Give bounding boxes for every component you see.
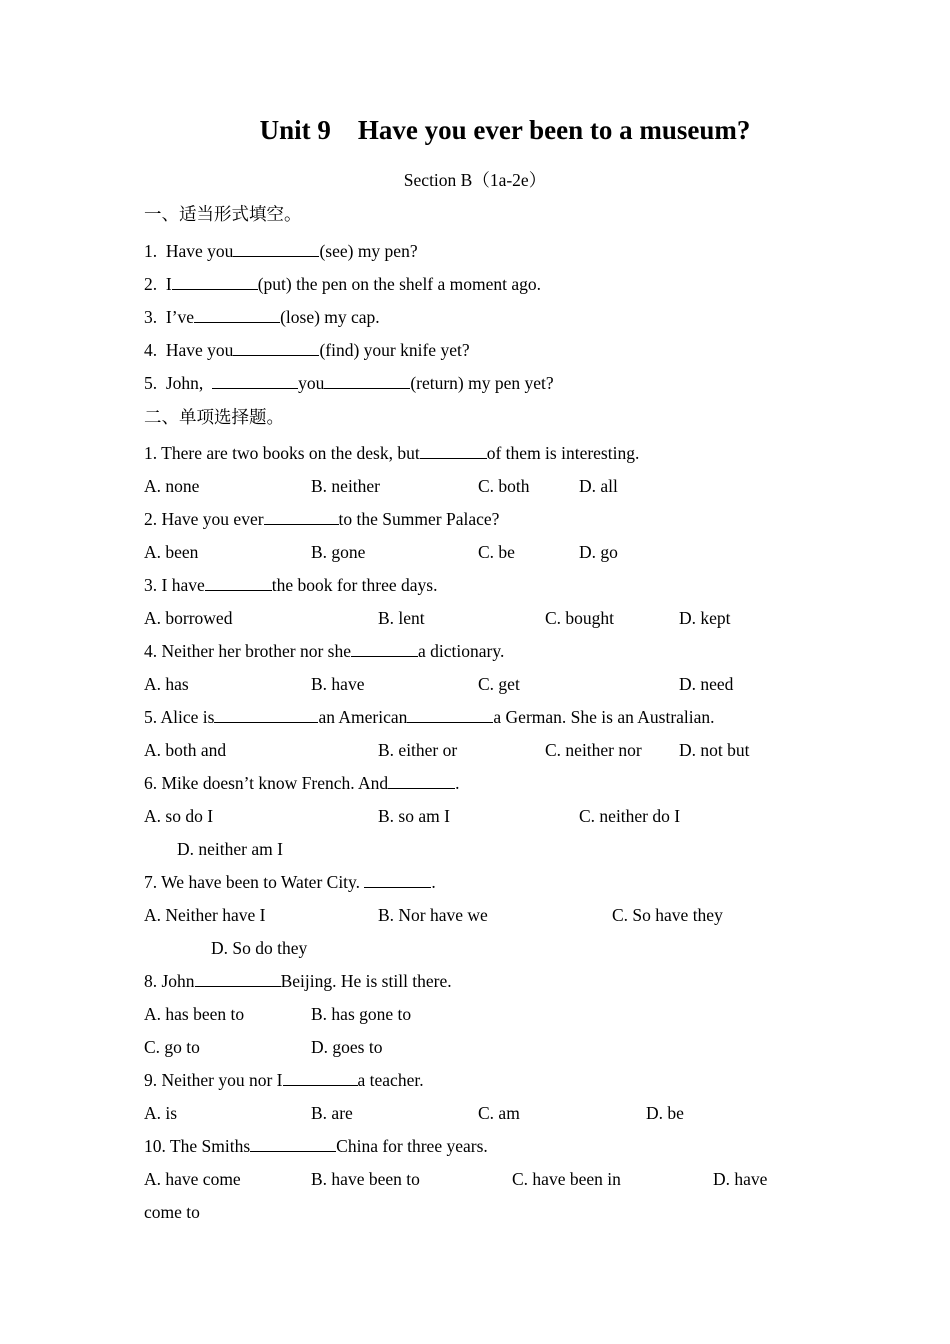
- option-b[interactable]: B. so am I: [378, 806, 450, 826]
- option-c[interactable]: C. get: [478, 674, 520, 694]
- option-a[interactable]: A. has: [144, 674, 189, 694]
- fill-item-4: 4. Have you (find) your knife yet?: [144, 340, 470, 360]
- option-b[interactable]: B. has gone to: [311, 1004, 412, 1024]
- fill-item-1: 1. Have you (see) my pen?: [144, 241, 418, 261]
- mc-question-8: 8. John Beijing. He is still there.: [144, 971, 452, 991]
- option-a[interactable]: A. borrowed: [144, 608, 233, 628]
- option-c[interactable]: C. go to: [144, 1037, 200, 1057]
- option-d[interactable]: D. all: [579, 476, 618, 496]
- answer-blank[interactable]: [283, 1069, 358, 1086]
- answer-blank[interactable]: [233, 240, 319, 257]
- option-d[interactable]: D. be: [646, 1103, 684, 1123]
- option-c[interactable]: C. neither do I: [579, 806, 681, 826]
- option-d[interactable]: D. kept: [679, 608, 731, 628]
- option-d[interactable]: D. So do they: [211, 938, 308, 958]
- page-subtitle: Section B（1a-2e）: [403, 170, 547, 190]
- mc-question-3: 3. I have the book for three days.: [144, 575, 438, 595]
- option-d[interactable]: D. neither am I: [177, 839, 283, 859]
- mc-question-4: 4. Neither her brother nor she a dictionary.: [144, 641, 505, 661]
- option-a[interactable]: A. Neither have I: [144, 905, 266, 925]
- mc-question-9: 9. Neither you nor I a teacher.: [144, 1070, 424, 1090]
- answer-blank[interactable]: [324, 372, 410, 389]
- mc-question-5: 5. Alice is an American a German. She is an Australian.: [144, 707, 715, 727]
- option-c[interactable]: C. bought: [545, 608, 615, 628]
- part2-heading: 二、单项选择题。: [144, 407, 284, 427]
- page-title: Unit 9 Have you ever been to a museum?: [259, 115, 751, 145]
- part1-heading: 一、适当形式填空。: [144, 204, 302, 224]
- fill-item-3: 3. I’ve (lose) my cap.: [144, 307, 380, 327]
- option-d[interactable]: D. not but: [679, 740, 750, 760]
- fill-item-5: 5. John, you (return) my pen yet?: [144, 373, 554, 393]
- mc-question-10: 10. The Smiths China for three years.: [144, 1136, 488, 1156]
- answer-blank[interactable]: [172, 273, 258, 290]
- answer-blank[interactable]: [233, 339, 319, 356]
- option-b[interactable]: B. neither: [311, 476, 381, 496]
- option-a[interactable]: A. been: [144, 542, 199, 562]
- answer-blank[interactable]: [264, 508, 339, 525]
- fill-item-2: 2. I (put) the pen on the shelf a moment ago.: [144, 274, 542, 294]
- answer-blank[interactable]: [364, 871, 431, 888]
- option-b[interactable]: B. either or: [378, 740, 458, 760]
- answer-blank[interactable]: [420, 442, 487, 459]
- option-b[interactable]: B. have been to: [311, 1169, 420, 1189]
- option-b[interactable]: B. gone: [311, 542, 366, 562]
- mc-question-1: 1. There are two books on the desk, but of them is interesting.: [144, 443, 640, 463]
- option-a[interactable]: A. have come: [144, 1169, 241, 1189]
- option-c[interactable]: C. neither nor: [545, 740, 642, 760]
- answer-blank[interactable]: [388, 772, 455, 789]
- option-b[interactable]: B. lent: [378, 608, 425, 628]
- option-c[interactable]: C. am: [478, 1103, 520, 1123]
- option-b[interactable]: B. Nor have we: [378, 905, 488, 925]
- option-d[interactable]: D. go: [579, 542, 618, 562]
- option-d[interactable]: D. need: [679, 674, 734, 694]
- answer-blank[interactable]: [351, 640, 418, 657]
- option-c[interactable]: C. be: [478, 542, 515, 562]
- mc-question-7: 7. We have been to Water City. .: [144, 872, 436, 892]
- answer-blank[interactable]: [205, 574, 272, 591]
- mc-question-6: 6. Mike doesn’t know French. And .: [144, 773, 460, 793]
- option-a[interactable]: A. none: [144, 476, 200, 496]
- option-a[interactable]: A. so do I: [144, 806, 214, 826]
- answer-blank[interactable]: [194, 306, 280, 323]
- mc-question-2: 2. Have you ever to the Summer Palace?: [144, 509, 500, 529]
- option-b[interactable]: B. have: [311, 674, 365, 694]
- option-d[interactable]: D. goes to: [311, 1037, 383, 1057]
- answer-blank[interactable]: [214, 706, 318, 723]
- option-a[interactable]: A. is: [144, 1103, 178, 1123]
- option-a[interactable]: A. has been to: [144, 1004, 245, 1024]
- option-a[interactable]: A. both and: [144, 740, 227, 760]
- answer-blank[interactable]: [195, 970, 281, 987]
- answer-blank[interactable]: [407, 706, 493, 723]
- option-d[interactable]: D. have: [713, 1169, 768, 1189]
- option-c[interactable]: C. So have they: [612, 905, 723, 925]
- option-c[interactable]: C. have been in: [512, 1169, 621, 1189]
- option-d-continuation: come to: [144, 1202, 200, 1222]
- answer-blank[interactable]: [250, 1135, 336, 1152]
- option-b[interactable]: B. are: [311, 1103, 353, 1123]
- answer-blank[interactable]: [212, 372, 298, 389]
- option-c[interactable]: C. both: [478, 476, 530, 496]
